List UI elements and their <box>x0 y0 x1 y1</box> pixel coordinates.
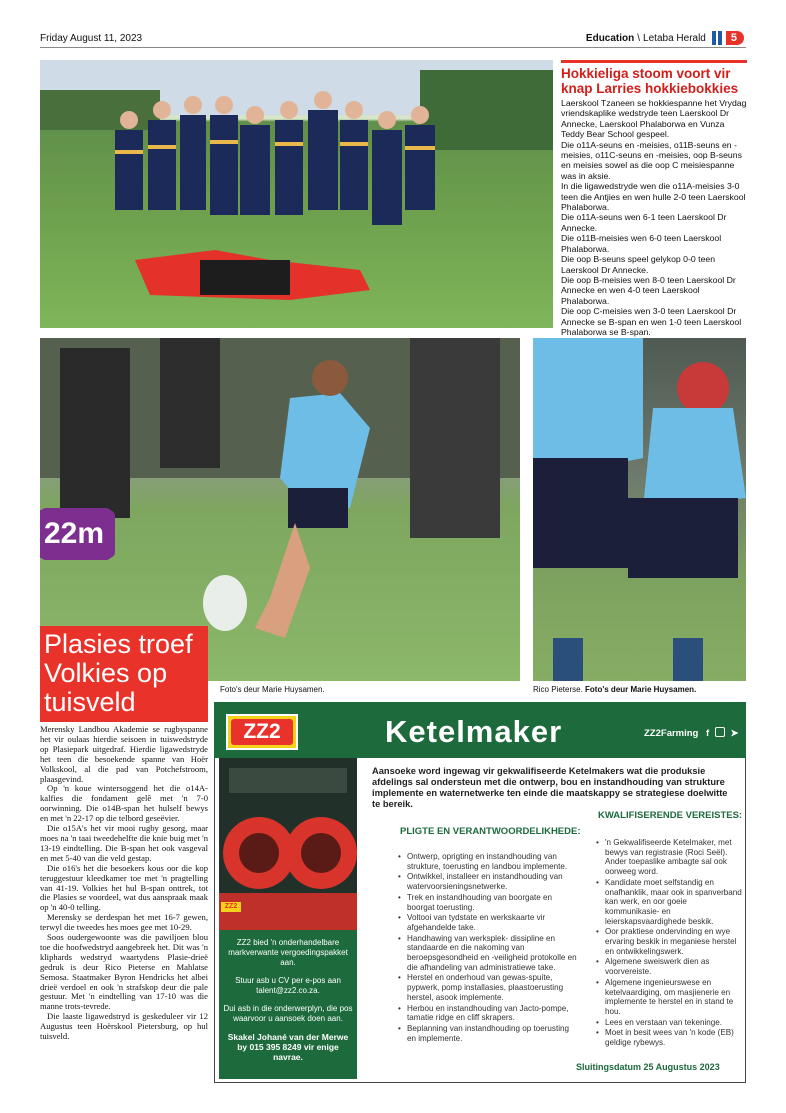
rugby-article-body <box>40 725 208 1042</box>
hockey-paragraph: Die o11A-seuns en -meisies, o11B-seuns en -meisies, o11C-seuns en -meisies, oop B-seuns en meisies sowel as die oop C meisiespanne was in aksie. <box>561 139 742 181</box>
list-item: • Beplanning van instandhouding op toerusting en implemente. <box>398 1024 578 1043</box>
zz2-logo-text: ZZ2 <box>231 719 293 745</box>
list-item: • Oor praktiese ondervinding en wye ervaring beskik in meganiese herstel en ontwikkelingswerk. <box>596 927 742 956</box>
hockey-title-bar <box>561 60 747 63</box>
list-item: • Ontwerp, oprigting en instandhouding van strukture, toerusting en landbou implemente. <box>398 852 578 871</box>
hockey-article-title: Hokkieliga stoom voort vir knap Larries hokkiebokkies <box>561 66 739 96</box>
rugby-paragraph: Die o16's het die besoekers kous oor die kop teruggestuur kleedkamer toe met 'n pragtelling van 41-19. Volkies het hul B-span onttrek, tot die Plasies se voordeel, wat dus aanspraak maak op 'n 40-0 telling. <box>40 862 208 913</box>
closing-date: Sluitingsdatum 25 Augustus 2023 <box>576 1062 720 1072</box>
list-item: • Algemene sweiswerk dien as voorvereiste. <box>596 957 742 976</box>
section-separator: \ <box>637 32 641 44</box>
social-handle <box>644 727 738 739</box>
list-item: • Voltooi van tydstate en werkskaarte vir afgehandelde take. <box>398 913 578 932</box>
zz2-mini-logo: ZZ2 <box>221 902 241 912</box>
rugby-paragraph: Die laaste ligawedstryd is geskeduleer vir 12 Augustus teen Hoërskool Pietersburg, op hul tuisveld. <box>40 1011 208 1042</box>
qualifications-heading: KWALIFISERENDE VEREISTES: <box>598 810 743 821</box>
duties-heading: PLIGTE EN VERANTWOORDELIKHEDE: <box>400 826 581 837</box>
rugby-paragraph: Merensky se derdespan het met 16-7 gewen, terwyl die tweedes hes moes gee met 10-29. <box>40 912 208 933</box>
hockey-paragraph: Die oop C-meisies wen 3-0 teen Laerskool Dr Annecke se B-span en wen 1-0 teen Laerskool Phalaborwa se B-span. <box>561 306 742 337</box>
list-item: • Lees en verstaan van tekeninge. <box>596 1018 742 1028</box>
hockey-paragraph: Laerskool Tzaneen se hokkiespanne het Vrydag vriendskaplike wedstryde teen Laerskool Dr Annecke, Laerskool Phalaborwa en Vunza Teddy Bear School gespeel. <box>561 98 747 140</box>
section-header <box>586 31 744 45</box>
remuneration-text: ZZ2 bied 'n onderhandelbare markverwante vergoedingspakket aan. <box>228 938 348 967</box>
advert-intro: Aansoeke word ingewag vir gekwalifiseerde Ketelmakers wat die produksie afdelings sal ondersteun met die ontwerp, bou en instandhouding van strukture implemente en waternetwerke ten einde die maatskappy se strategiese doelwitte te bereik. <box>372 766 728 809</box>
advert-side-text <box>222 938 354 1070</box>
section-name: Education <box>585 32 635 44</box>
hockey-article-body <box>561 98 749 337</box>
zz2-logo <box>226 714 298 750</box>
hockey-paragraph: Die o11B-meisies wen 6-0 teen Laerskool Phalaborwa. <box>561 233 722 254</box>
hockey-paragraph: Die oop B-seuns speel gelykop 0-0 teen Laerskool Dr Annecke. <box>561 254 716 275</box>
rugby-paragraph: Merensky Landbou Akademie se rugbyspanne het vir oulaas hierdie seisoen in tuiswedstryde op Plasiepark uitgedraf. Hierdie ligawedstryde het teen die besoekende spanne van Hoër Volkskool, al die pad van Potchefstroom, plaasgevind. <box>40 724 208 784</box>
advert-title: Ketelmaker <box>385 714 563 749</box>
caption-credit: Foto's deur Marie Huysamen. <box>585 685 697 694</box>
header-bars-decoration <box>712 31 722 45</box>
issue-date: Friday August 11, 2023 <box>40 33 143 44</box>
hockey-paragraph: Die oop B-meisies wen 8-0 teen Laerskool Dr Annecke en wen 4-0 teen Laerskool Phalaborwa. <box>561 274 736 306</box>
rico-photo-illustration <box>533 338 746 681</box>
instagram-icon <box>715 727 725 737</box>
list-item: • Algemene ingenieurswese en ketelvaardiging, om masjienerie en implemente te herstel en in stand te hou. <box>596 978 742 1017</box>
hockey-team-photo <box>40 60 553 328</box>
cv-instructions: Stuur asb u CV per e-pos aan talent@zz2.co.za. <box>235 976 341 995</box>
list-item: • Herbou en instandhouding van Jacto-pompe, tamatie ridge en cliff skrapers. <box>398 1004 578 1023</box>
duties-list <box>398 852 578 1044</box>
field-marker-sign: 22m <box>40 510 115 558</box>
hockey-paragraph: In die ligawedstryde wen die o11A-meisies 3-0 teen die Antjies en wen hulle 2-0 teen Laerskool Phalaborwa. <box>561 181 746 213</box>
facebook-icon: f <box>706 728 710 739</box>
header-divider <box>40 47 746 48</box>
kick-photo-caption: Foto's deur Marie Huysamen. <box>220 685 325 694</box>
list-item: • Trek en instandhouding van boorgate en boorgat toerusting. <box>398 893 578 912</box>
paper-name: Letaba Herald <box>643 32 706 44</box>
qualifications-list <box>596 838 742 1049</box>
list-item: • 'n Gekwalifiseerde Ketelmaker, met bewys van registrasie (Roci Seël). Ander toepaslike ambagte sal ook oorweeg word. <box>596 838 742 877</box>
page-number: 5 <box>726 31 744 45</box>
rugby-paragraph: Soos oudergewoonte was die pawiljoen blou toe die hoofwedstryd aangebreek het. Dit was 'n kliphards wedstryd waartydens Plasie-drieë gedruk is deur Rico Pieterse en Mahlatse Semosa. Staatmaker Byron Hendricks het albei drieë verdoel en ook 'n strafskop deur die pale gestuur. Met 'n eindtelling van 17-10 was die manne trots-tevrede. <box>40 932 208 1012</box>
social-label: ZZ2Farming <box>644 728 699 739</box>
rugby-paragraph: Die o15A's het vir mooi rugby gesorg, maar moes na 'n taai tweedehelfte die knie buig met 'n 13-19 eindtelling. Die B-span het ook vasgeval en met 5-40 van die veld gestap. <box>40 823 208 863</box>
contact-info: Skakel Johané van der Merwe by 015 395 8249 vir enige navrae. <box>227 1032 349 1062</box>
list-item: • Moet in besit wees van 'n kode (EB) geldige rybewys. <box>596 1028 742 1047</box>
list-item: • Handhawing van werksplek- dissipline en standaarde en die nakoming van beroepsgesondheid en -veiligheid protokolle en die afhandeling van administratiewe take. <box>398 934 578 973</box>
twitter-icon: ➤ <box>730 728 739 739</box>
list-item: • Kandidate moet selfstandig en onafhanklik, maar ook in spanverband kan werk, en oor goeie kommunikasie- en leierskapsvaardighede beskik. <box>596 878 742 927</box>
rugby-article-title: Plasies troef Volkies op tuisveld <box>44 629 193 717</box>
rico-photo-caption <box>533 685 696 694</box>
rugby-paragraph: Op 'n koue wintersoggend het die o14A-kalfies die fondament gelê met 'n 7-0 oorwinning. Die o14B-span het hulself bewys en met 'n 22-17 op die telbord geseëvier. <box>40 783 208 824</box>
list-item: • Herstel en onderhoud van gewas-spuite, pypwerk, pomp installasies, plaastoerusting herstel, asook implemente. <box>398 973 578 1002</box>
list-item: • Ontwikkel, installeer en instandhouding van watervoorsieningsnetwerke. <box>398 872 578 891</box>
hockey-photo-illustration <box>40 60 553 328</box>
rico-pieterse-photo <box>533 338 746 681</box>
subject-line-instructions: Dui asb in die onderwerplyn, die pos waarvoor u aansoek doen aan. <box>223 1004 353 1023</box>
caption-name: Rico Pieterse. <box>533 685 583 694</box>
hockey-paragraph: Die o11A-seuns wen 6-1 teen Laerskool Dr Annecke. <box>561 212 727 233</box>
